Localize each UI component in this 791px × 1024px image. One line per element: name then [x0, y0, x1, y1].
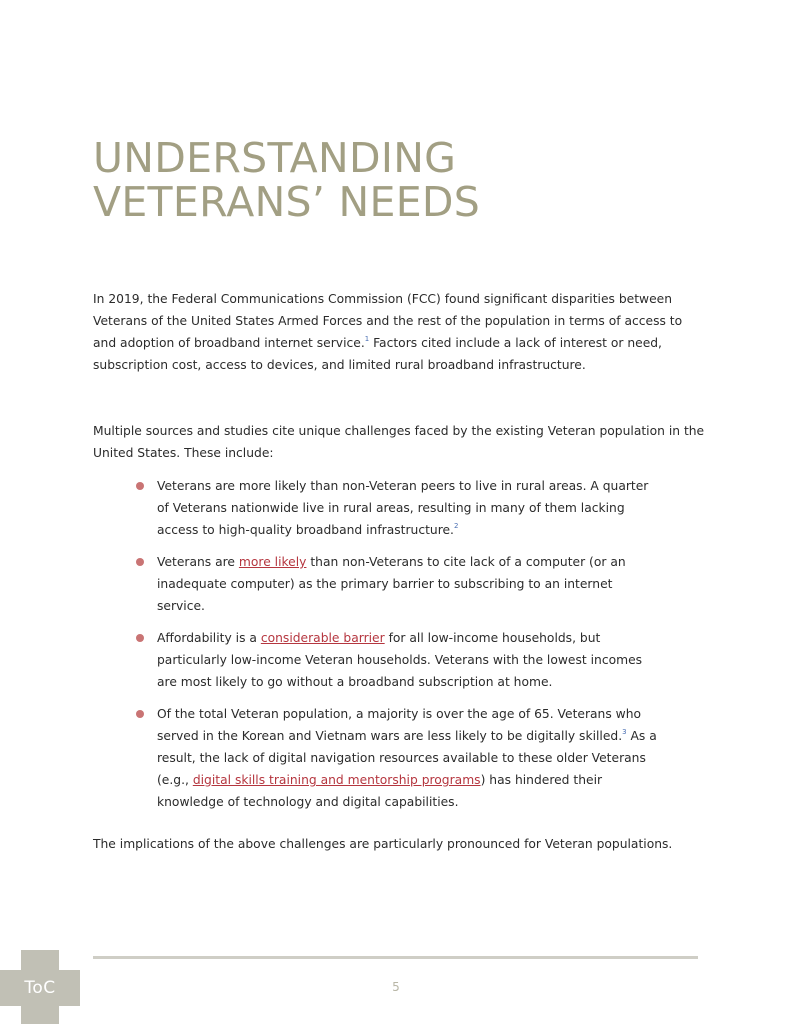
page-number: 5: [392, 980, 400, 994]
bullet-dot-icon: [136, 558, 144, 566]
footer-divider: [93, 956, 698, 959]
intro-text-a: In 2019, the Federal Communications Commission (FCC) found significant disparities between Veterans of the United States Armed Forces and the rest of the population in terms of access to and adoption of broadband internet service.: [93, 292, 683, 350]
bullet-dot-icon: [136, 482, 144, 490]
list-item: [157, 551, 657, 617]
intro-paragraph: [93, 288, 705, 376]
bullet-dot-icon: [136, 634, 144, 642]
page-title-line-2: VETERANS’ NEEDS: [93, 178, 481, 226]
toc-button[interactable]: [0, 950, 80, 1024]
footnote-ref-3[interactable]: 3: [622, 728, 627, 736]
challenges-list: [157, 475, 657, 823]
page-title: [93, 136, 480, 224]
list-item: [157, 703, 657, 813]
bullet-dot-icon: [136, 710, 144, 718]
bullet-4-text-mid: As a result, the lack of digital navigation resources available to these older Veterans (e.g.,: [157, 729, 657, 787]
bullet-4-text-post: ) has hindered their knowledge of technology and digital capabilities.: [157, 773, 603, 809]
toc-label: ToC: [24, 978, 56, 998]
more-likely-link[interactable]: more likely: [238, 555, 307, 569]
list-item: [157, 627, 657, 693]
bullet-4-text-pre: Of the total Veteran population, a majority is over the age of 65. Veterans who served in the Korean and Vietnam wars are less likely to be digitally skilled.: [157, 707, 642, 743]
intro-text-b: Factors cited include a lack of interest or need, subscription cost, access to devices, and limited rural broadband infrastructure.: [93, 336, 662, 372]
bullet-3-text-pre: Affordability is a: [157, 631, 261, 645]
bullet-2-text-post: than non-Veterans to cite lack of a computer (or an inadequate computer) as the primary barrier to subscribing to an internet service.: [157, 555, 626, 613]
footnote-ref-1[interactable]: 1: [364, 335, 370, 343]
challenges-intro-paragraph: Multiple sources and studies cite unique challenges faced by the existing Veteran population in the United States. These include:: [93, 424, 705, 460]
footnote-ref-2[interactable]: 2: [453, 522, 459, 530]
bullet-2-text-pre: Veterans are: [157, 555, 239, 569]
page-title-line-1: UNDERSTANDING: [93, 134, 457, 182]
list-item: [157, 475, 657, 541]
considerable-barrier-link[interactable]: considerable barrier: [260, 631, 385, 645]
bullet-3-text-post: for all low-income households, but particularly low-income Veteran households. Veterans with the lowest incomes are most likely to go without a broadband subscription at home.: [157, 631, 643, 689]
conclusion-paragraph: The implications of the above challenges are particularly pronounced for Veteran populations.: [93, 837, 673, 851]
bullet-1-text: Veterans are more likely than non-Veteran peers to live in rural areas. A quarter of Veterans nationwide live in rural areas, resulting in many of them lacking access to high-quality broadband infrastructure.: [157, 479, 649, 537]
digital-skills-training-link[interactable]: digital skills training and mentorship programs: [192, 773, 481, 787]
